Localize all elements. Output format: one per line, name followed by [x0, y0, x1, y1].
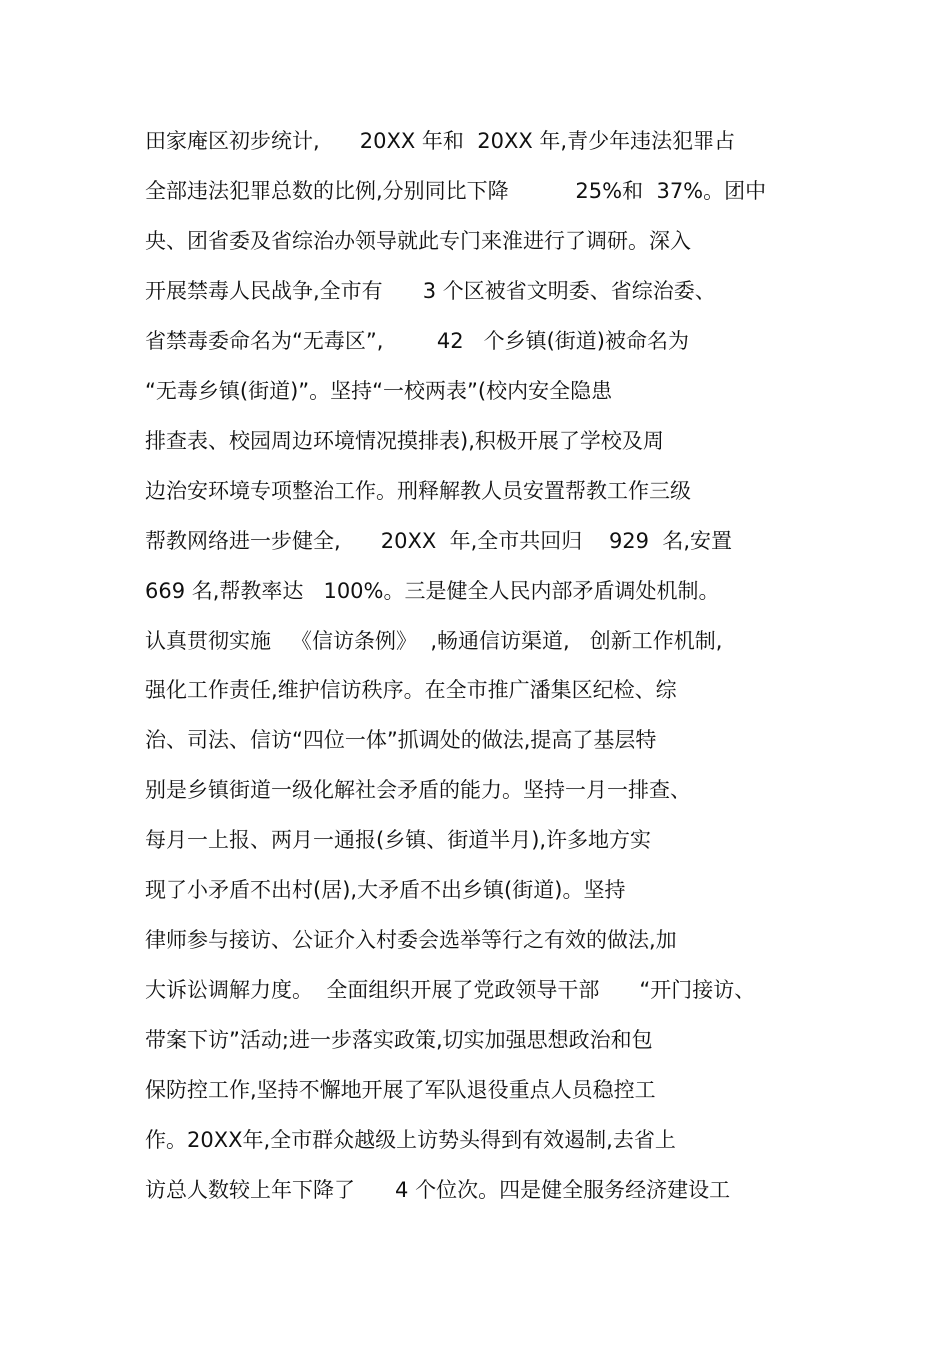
text-line: 大诉讼调解力度。 全面组织开展了党政领导干部 “开门接访、 — [145, 978, 756, 1002]
text-line: 669 名,帮教率达 100%。三是健全人民内部矛盾调处机制。 — [145, 579, 720, 603]
text-line: 央、团省委及省综治办领导就此专门来淮进行了调研。深入 — [145, 229, 691, 253]
text-line: 带案下访”活动;进一步落实政策,切实加强思想政治和包 — [145, 1028, 653, 1052]
text-line: 每月一上报、两月一通报(乡镇、街道半月),许多地方实 — [145, 828, 652, 852]
text-line: “无毒乡镇(街道)”。坚持“一校两表”(校内安全隐患 — [145, 379, 613, 403]
text-line: 开展禁毒人民战争,全市有 3 个区被省文明委、省综治委、 — [145, 279, 716, 303]
text-line: 保防控工作,坚持不懈地开展了军队退役重点人员稳控工 — [145, 1078, 656, 1102]
text-line: 全部违法犯罪总数的比例,分别同比下降 25%和 37%。团中 — [145, 179, 767, 203]
text-line: 作。20XX年,全市群众越级上访势头得到有效遏制,去省上 — [145, 1128, 676, 1152]
text-line: 强化工作责任,维护信访秩序。在全市推广潘集区纪检、综 — [145, 678, 677, 702]
text-line: 现了小矛盾不出村(居),大矛盾不出乡镇(街道)。坚持 — [145, 878, 626, 902]
text-line: 排查表、校园周边环境情况摸排表),积极开展了学校及周 — [145, 429, 664, 453]
text-line: 帮教网络进一步健全, 20XX 年,全市共回归 929 名,安置 — [145, 529, 733, 553]
text-line: 别是乡镇街道一级化解社会矛盾的能力。坚持一月一排查、 — [145, 778, 691, 802]
text-line: 治、司法、信访“四位一体”抓调处的做法,提高了基层特 — [145, 728, 657, 752]
text-line: 访总人数较上年下降了 4 个位次。四是健全服务经济建设工 — [145, 1178, 731, 1202]
text-line: 边治安环境专项整治工作。刑释解教人员安置帮教工作三级 — [145, 479, 691, 503]
text-line: 省禁毒委命名为“无毒区”, 42 个乡镇(街道)被命名为 — [145, 329, 689, 353]
text-line: 田家庵区初步统计, 20XX 年和 20XX 年,青少年违法犯罪占 — [145, 129, 736, 153]
text-line: 律师参与接访、公证介入村委会选举等行之有效的做法,加 — [145, 928, 677, 952]
text-line: 认真贯彻实施 《信访条例》 ,畅通信访渠道, 创新工作机制, — [145, 629, 723, 653]
